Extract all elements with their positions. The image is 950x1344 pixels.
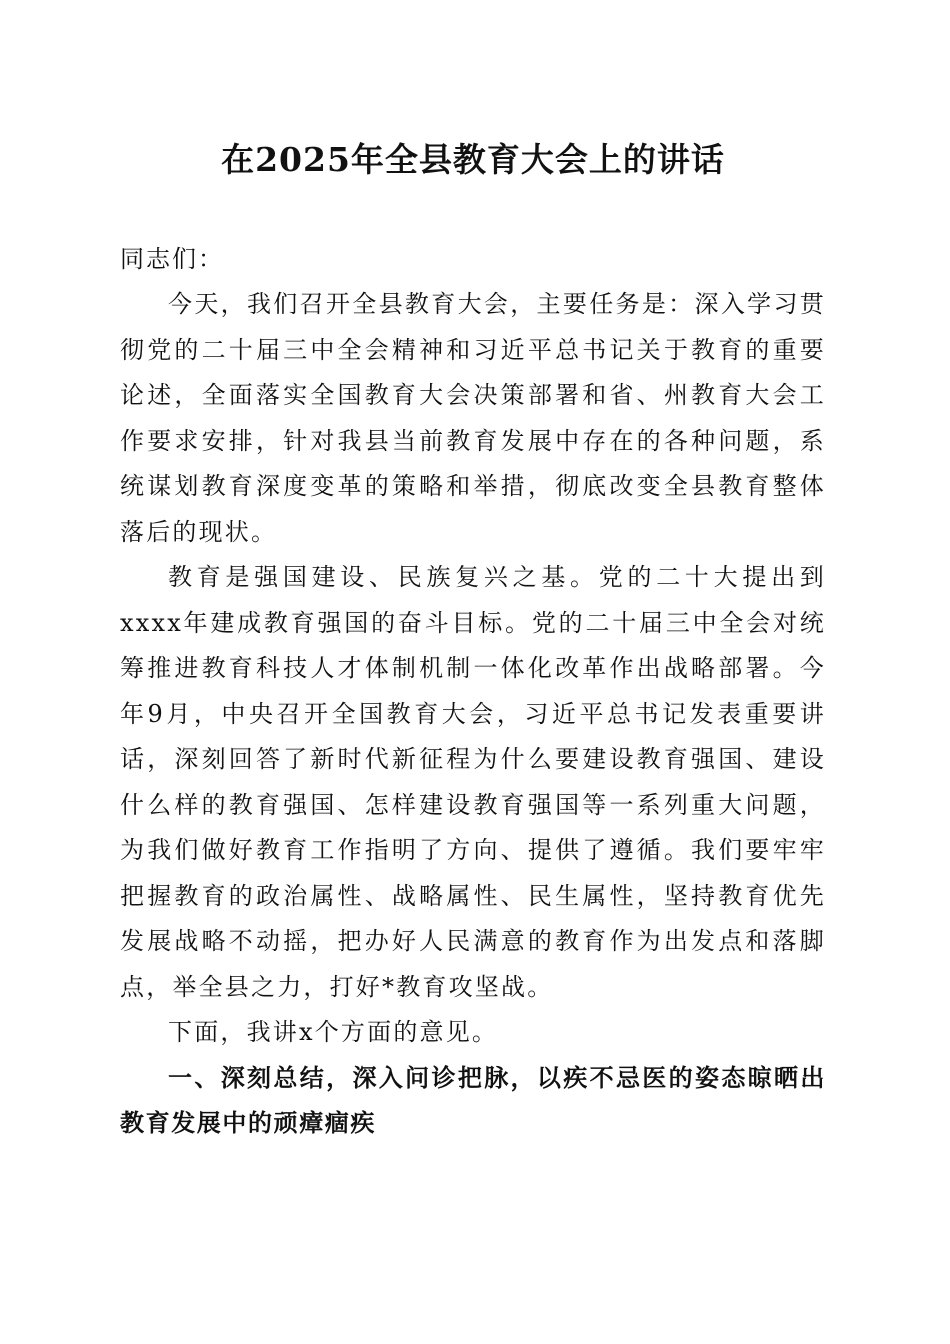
paragraph-transition: 下面，我讲x个方面的意见。 <box>168 1018 499 1046</box>
salutation: 同志们： <box>120 245 224 273</box>
document-page <box>120 132 826 1147</box>
paragraph-background: 教育是强国建设、民族复兴之基。党的二十大提出到xxxx年建成教育强国的奋斗目标。党的二十届三中全会对统筹推进教育科技人才体制机制一体化改革作出战略部署。今年9月，中央召开全国教育大会，习近平总书记发表重要讲话，深刻回答了新时代新征程为什么要建设教育强国、建设什么样的教育强国、怎样建设教育强国等一系列重大问题，为我们做好教育工作指明了方向、提供了遵循。我们要牢牢把握教育的政治属性、战略属性、民生属性，坚持教育优先发展战略不动摇，把办好人民满意的教育作为出发点和落脚点，举全县之力，打好*教育攻坚战。 <box>120 563 826 1001</box>
document-title: 在2025年全县教育大会上的讲话 <box>221 140 725 179</box>
paragraph-intro: 今天，我们召开全县教育大会，主要任务是：深入学习贯彻党的二十届三中全会精神和习近平总书记关于教育的重要论述，全面落实全国教育大会决策部署和省、州教育大会工作要求安排，针对我县当前教育发展中存在的各种问题，系统谋划教育深度变革的策略和举措，彻底改变全县教育整体落后的现状。 <box>120 290 826 546</box>
section-heading-one: 一、深刻总结，深入问诊把脉，以疾不忌医的姿态晾晒出教育发展中的顽瘴痼疾 <box>120 1063 826 1137</box>
